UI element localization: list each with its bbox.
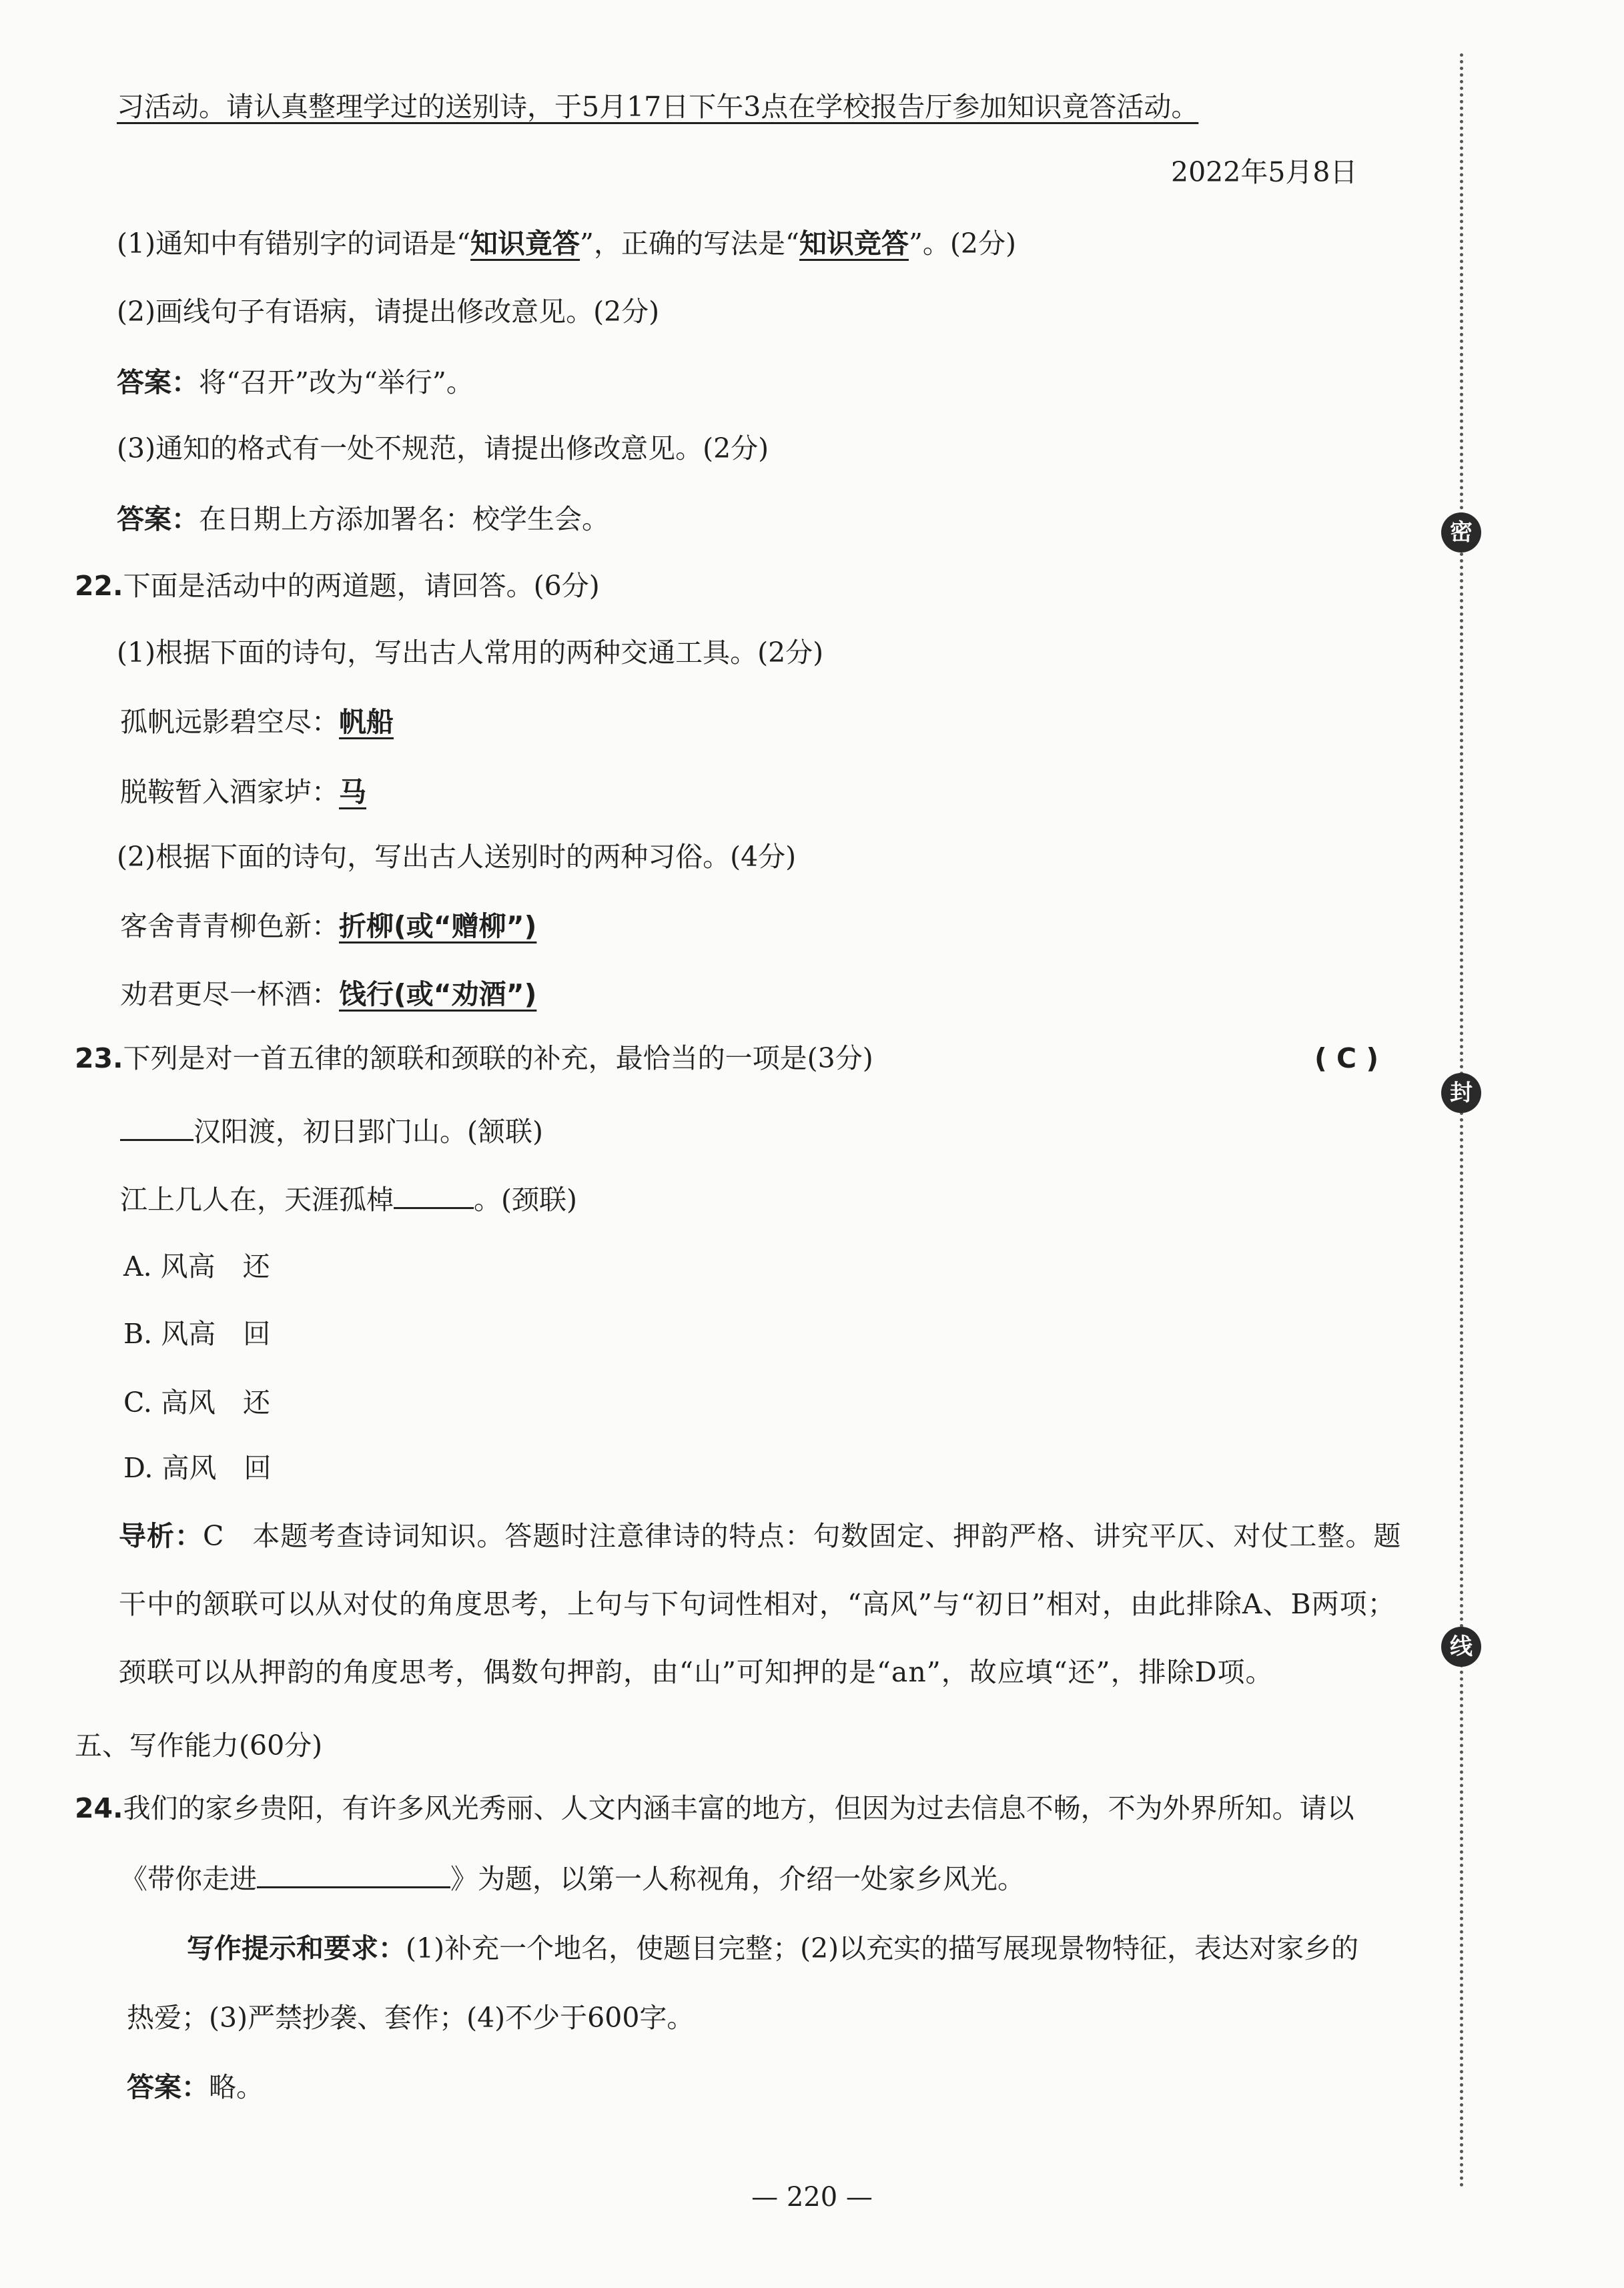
seal-mark-mi: 密 xyxy=(1441,512,1481,552)
q22-line2: 脱鞍暂入酒家垆：马 xyxy=(120,776,366,808)
q21-answer3: 答案：在日期上方添加署名：校学生会。 xyxy=(117,503,609,535)
q21-sub1: (1)通知中有错别字的词语是“知识竟答”，正确的写法是“知识竞答”。(2分) xyxy=(117,228,1017,260)
q23-option-a: A. 风高 还 xyxy=(123,1250,270,1282)
section-five-heading: 五、写作能力(60分) xyxy=(75,1730,323,1762)
fill-blank xyxy=(394,1180,474,1209)
binding-dotted-line xyxy=(1460,53,1463,2189)
q23-option-c: C. 高风 还 xyxy=(123,1387,270,1419)
q23-guide-line3: 颈联可以从押韵的角度思考，偶数句押韵，由“山”可知押的是“an”，故应填“还”，排除D项。 xyxy=(119,1656,1274,1688)
q23-option-d: D. 高风 回 xyxy=(123,1452,272,1484)
q24-stem-line2: 《带你走进 》为题，以第一人称视角，介绍一处家乡风光。 xyxy=(120,1859,1025,1899)
q24-answer: 答案：略。 xyxy=(127,2071,264,2103)
q22-line4: 劝君更尽一杯酒：饯行(或“劝酒”) xyxy=(120,978,537,1010)
q22-stem: 22.下面是活动中的两道题，请回答。(6分) xyxy=(75,570,600,602)
q23-verse-line2: 江上几人在，天涯孤棹 。(颈联) xyxy=(120,1180,577,1220)
seal-mark-feng: 封 xyxy=(1441,1073,1481,1113)
q22-line1: 孤帆远影碧空尽：帆船 xyxy=(120,706,394,738)
q22-line3: 客舍青青柳色新：折柳(或“赠柳”) xyxy=(120,910,537,942)
notice-date: 2022年5月8日 xyxy=(1171,156,1358,188)
q22-part1: (1)根据下面的诗句，写出古人常用的两种交通工具。(2分) xyxy=(117,637,824,669)
q23-stem: 23.下列是对一首五律的颔联和颈联的补充，最恰当的一项是(3分) xyxy=(75,1042,873,1074)
q21-sub3: (3)通知的格式有一处不规范，请提出修改意见。(2分) xyxy=(117,432,769,464)
seal-mark-xian: 线 xyxy=(1441,1627,1481,1667)
q21-sub2: (2)画线句子有语病，请提出修改意见。(2分) xyxy=(117,296,660,328)
q21-answer2: 答案：将“召开”改为“举行”。 xyxy=(117,366,474,398)
q24-requirements-line2: 热爱；(3)严禁抄袭、套作；(4)不少于600字。 xyxy=(127,2002,695,2034)
q22-part2: (2)根据下面的诗句，写出古人送别时的两种习俗。(4分) xyxy=(117,841,797,873)
q23-answer: ( C ) xyxy=(1314,1042,1379,1074)
notice-tail-text: 习活动。请认真整理学过的送别诗，于5月17日下午3点在学校报告厅参加知识竟答活动。 xyxy=(117,91,1199,123)
q24-stem-line1: 24.我们的家乡贵阳，有许多风光秀丽、人文内涵丰富的地方，但因为过去信息不畅，不为外界所知。请以 xyxy=(75,1792,1354,1824)
fill-blank xyxy=(120,1112,193,1141)
q23-guide-line1: 导析：C 本题考查诗词知识。答题时注意律诗的特点：句数固定、押韵严格、讲究平仄、对仗工整。题 xyxy=(119,1520,1402,1552)
page-number: — 220 — xyxy=(751,2182,873,2213)
q23-option-b: B. 风高 回 xyxy=(123,1318,271,1350)
q23-verse-line1: 汉阳渡，初日郢门山。(颔联) xyxy=(120,1112,543,1152)
fill-blank xyxy=(257,1860,450,1888)
q23-guide-line2: 干中的颔联可以从对仗的角度思考，上句与下句词性相对，“高风”与“初日”相对，由此排除A、B两项； xyxy=(119,1588,1396,1620)
q24-requirements-line1: 写作提示和要求：(1)补充一个地名，使题目完整；(2)以充实的描写展现景物特征，表达对家乡的 xyxy=(187,1932,1359,1964)
